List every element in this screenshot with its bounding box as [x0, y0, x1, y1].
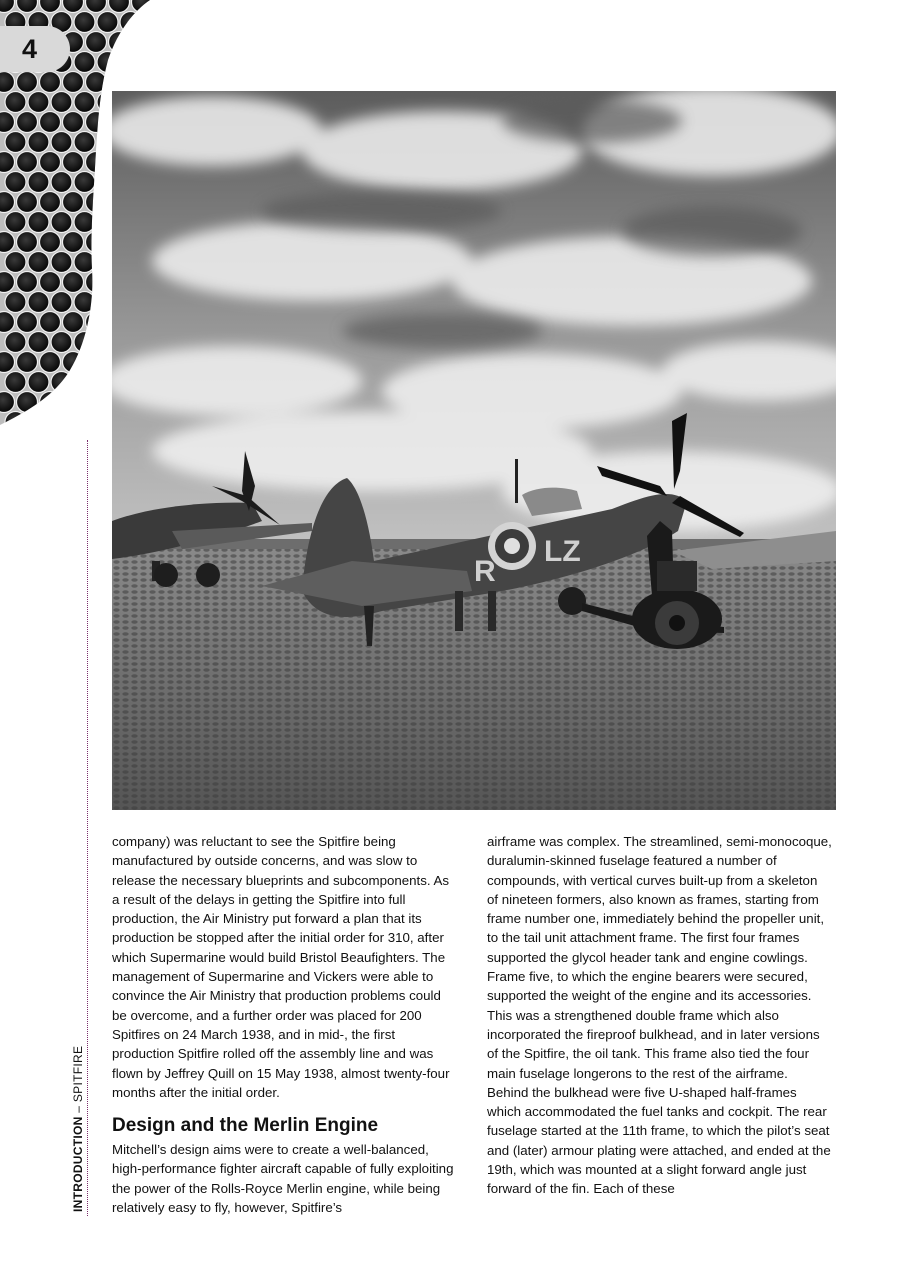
honeycomb-cell [63, 312, 84, 333]
honeycomb-cell [51, 292, 72, 313]
page-number: 4 [22, 34, 38, 64]
aircraft-code-lz: LZ [544, 535, 581, 568]
section-label: INTRODUCTION [71, 1116, 85, 1212]
honeycomb-cell [120, 52, 141, 73]
honeycomb-cell [74, 252, 95, 273]
honeycomb-cell [5, 332, 26, 353]
honeycomb-cell [86, 152, 107, 173]
honeycomb-cell [86, 72, 107, 93]
honeycomb-cell [63, 192, 84, 213]
honeycomb-cell [28, 132, 49, 153]
honeycomb-cell [17, 152, 38, 173]
honeycomb-cell [17, 312, 38, 333]
text-column-left [112, 832, 457, 1217]
honeycomb-cell [5, 172, 26, 193]
body-paragraph: airframe was complex. The streamlined, semi-monocoque, duralumin-skinned fuselage featured a number of compounds, with vertical curves built-up from a skeleton of nineteen formers, also known as frames, starting from frame number one, immediately behind the propeller unit, to the tail unit attachment frame. The first four frames supported the glycol header tank and engine cowlings. Frame five, to which the engine bearers were secured, supported the weight of the engine and its accessories. This was a strengthened double frame which also incorporated the fireproof bulkhead, and in later versions of the Spitfire, the oil tank. This frame also tied the four main fuselage longerons to the rest of the airframe. Behind the bulkhead were five U-shaped half-frames which accommodated the fuel tanks and cockpit. The rear fuselage started at the 11th frame, to which the pilot’s seat and (later) armour plating were attached, and ended at the 19th, which was mounted at a slight forward angle just forward of the fin. Each of these [487, 834, 832, 1197]
honeycomb-cell [17, 192, 38, 213]
honeycomb-cell [28, 212, 49, 233]
honeycomb-cell [40, 312, 61, 333]
honeycomb-cell [51, 372, 72, 393]
honeycomb-cell [51, 132, 72, 153]
honeycomb-cell [51, 332, 72, 353]
honeycomb-cell [120, 12, 141, 33]
honeycomb-cell [143, 12, 150, 33]
honeycomb-cell [63, 392, 84, 413]
honeycomb-cell [86, 312, 107, 333]
honeycomb-cell [51, 172, 72, 193]
honeycomb-cell [63, 152, 84, 173]
honeycomb-cell [86, 112, 107, 133]
honeycomb-cell [74, 292, 95, 313]
honeycomb-cell [40, 272, 61, 293]
honeycomb-cell [74, 372, 95, 393]
honeycomb-cell [97, 52, 118, 73]
honeycomb-cell [28, 252, 49, 273]
honeycomb-cell [74, 332, 95, 353]
honeycomb-cell [5, 372, 26, 393]
honeycomb-cell [86, 232, 107, 253]
honeycomb-cell [51, 92, 72, 113]
honeycomb-cell [63, 72, 84, 93]
honeycomb-cell [28, 412, 49, 431]
honeycomb-cell [74, 132, 95, 153]
honeycomb-cell [40, 192, 61, 213]
honeycomb-cell [17, 72, 38, 93]
honeycomb-cell [5, 132, 26, 153]
honeycomb-cell [132, 32, 151, 53]
honeycomb-cell [28, 372, 49, 393]
honeycomb-cell [17, 352, 38, 373]
honeycomb-cell [74, 212, 95, 233]
honeycomb-cell [51, 252, 72, 273]
honeycomb-cell [63, 352, 84, 373]
honeycomb-cell [97, 12, 118, 33]
honeycomb-cell [86, 392, 107, 413]
honeycomb-cell [28, 92, 49, 113]
honeycomb-cell [74, 92, 95, 113]
spitfire-photograph [112, 91, 836, 810]
honeycomb-cell [40, 152, 61, 173]
honeycomb-cell [143, 52, 150, 73]
honeycomb-cell [63, 232, 84, 253]
section-separator: – [71, 1102, 85, 1117]
honeycomb-cell [5, 92, 26, 113]
honeycomb-cell [28, 172, 49, 193]
honeycomb-cell [28, 332, 49, 353]
honeycomb-cell [5, 252, 26, 273]
body-paragraph: company) was reluctant to see the Spitfire being manufactured by outside concerns, and was slow to release the necessary blueprints and subcomponents. As a result of the delays in getting the Spitfire into full production, the Air Ministry put forward a plan that its production be stopped after the initial order for 310, after which Supermarine would build Bristol Beaufighters. The management of Supermarine and Vickers were able to convince the Air Ministry that production problems could be overcome, and a further order was placed for 200 Spitfires on 24 March 1938, and in mid-, the first production Spitfire rolled off the assembly line and was flown by Jeffrey Quill on 15 May 1938, almost twenty-four months after the initial order. [112, 834, 450, 1100]
honeycomb-cell [132, 72, 151, 93]
honeycomb-cell [51, 412, 72, 431]
honeycomb-cell [109, 72, 130, 93]
honeycomb-cell [86, 32, 107, 53]
body-paragraph: Mitchell’s design aims were to create a well-balanced, high-performance fighter aircraft capable of fully exploiting the power of the Rolls-Royce Merlin engine, while being relatively easy to fly, however, Spitfire’s [112, 1142, 454, 1216]
honeycomb-cell [63, 112, 84, 133]
honeycomb-cell [74, 412, 95, 431]
honeycomb-cell [40, 112, 61, 133]
honeycomb-cell [17, 272, 38, 293]
honeycomb-cell [5, 292, 26, 313]
honeycomb-cell [86, 192, 107, 213]
honeycomb-cell [40, 392, 61, 413]
honeycomb-cell [51, 212, 72, 233]
honeycomb-cell [17, 232, 38, 253]
honeycomb-cell [63, 272, 84, 293]
section-heading: Design and the Merlin Engine [112, 1115, 379, 1137]
honeycomb-cell [74, 52, 95, 73]
honeycomb-cell [74, 12, 95, 33]
book-title: SPITFIRE [71, 1045, 85, 1103]
running-header [71, 1046, 85, 1212]
honeycomb-cell [86, 352, 107, 373]
honeycomb-cell [40, 352, 61, 373]
honeycomb-cell [40, 72, 61, 93]
margin-rule [87, 440, 88, 1216]
honeycomb-cell [40, 232, 61, 253]
aircraft-code-r: R [474, 555, 496, 588]
honeycomb-cell [74, 172, 95, 193]
honeycomb-cell [5, 212, 26, 233]
honeycomb-cell [86, 272, 107, 293]
text-column-right [487, 832, 832, 1199]
honeycomb-cell [5, 412, 26, 431]
honeycomb-cell [28, 292, 49, 313]
honeycomb-cell [109, 32, 130, 53]
honeycomb-cell [17, 392, 38, 413]
honeycomb-cell [17, 112, 38, 133]
